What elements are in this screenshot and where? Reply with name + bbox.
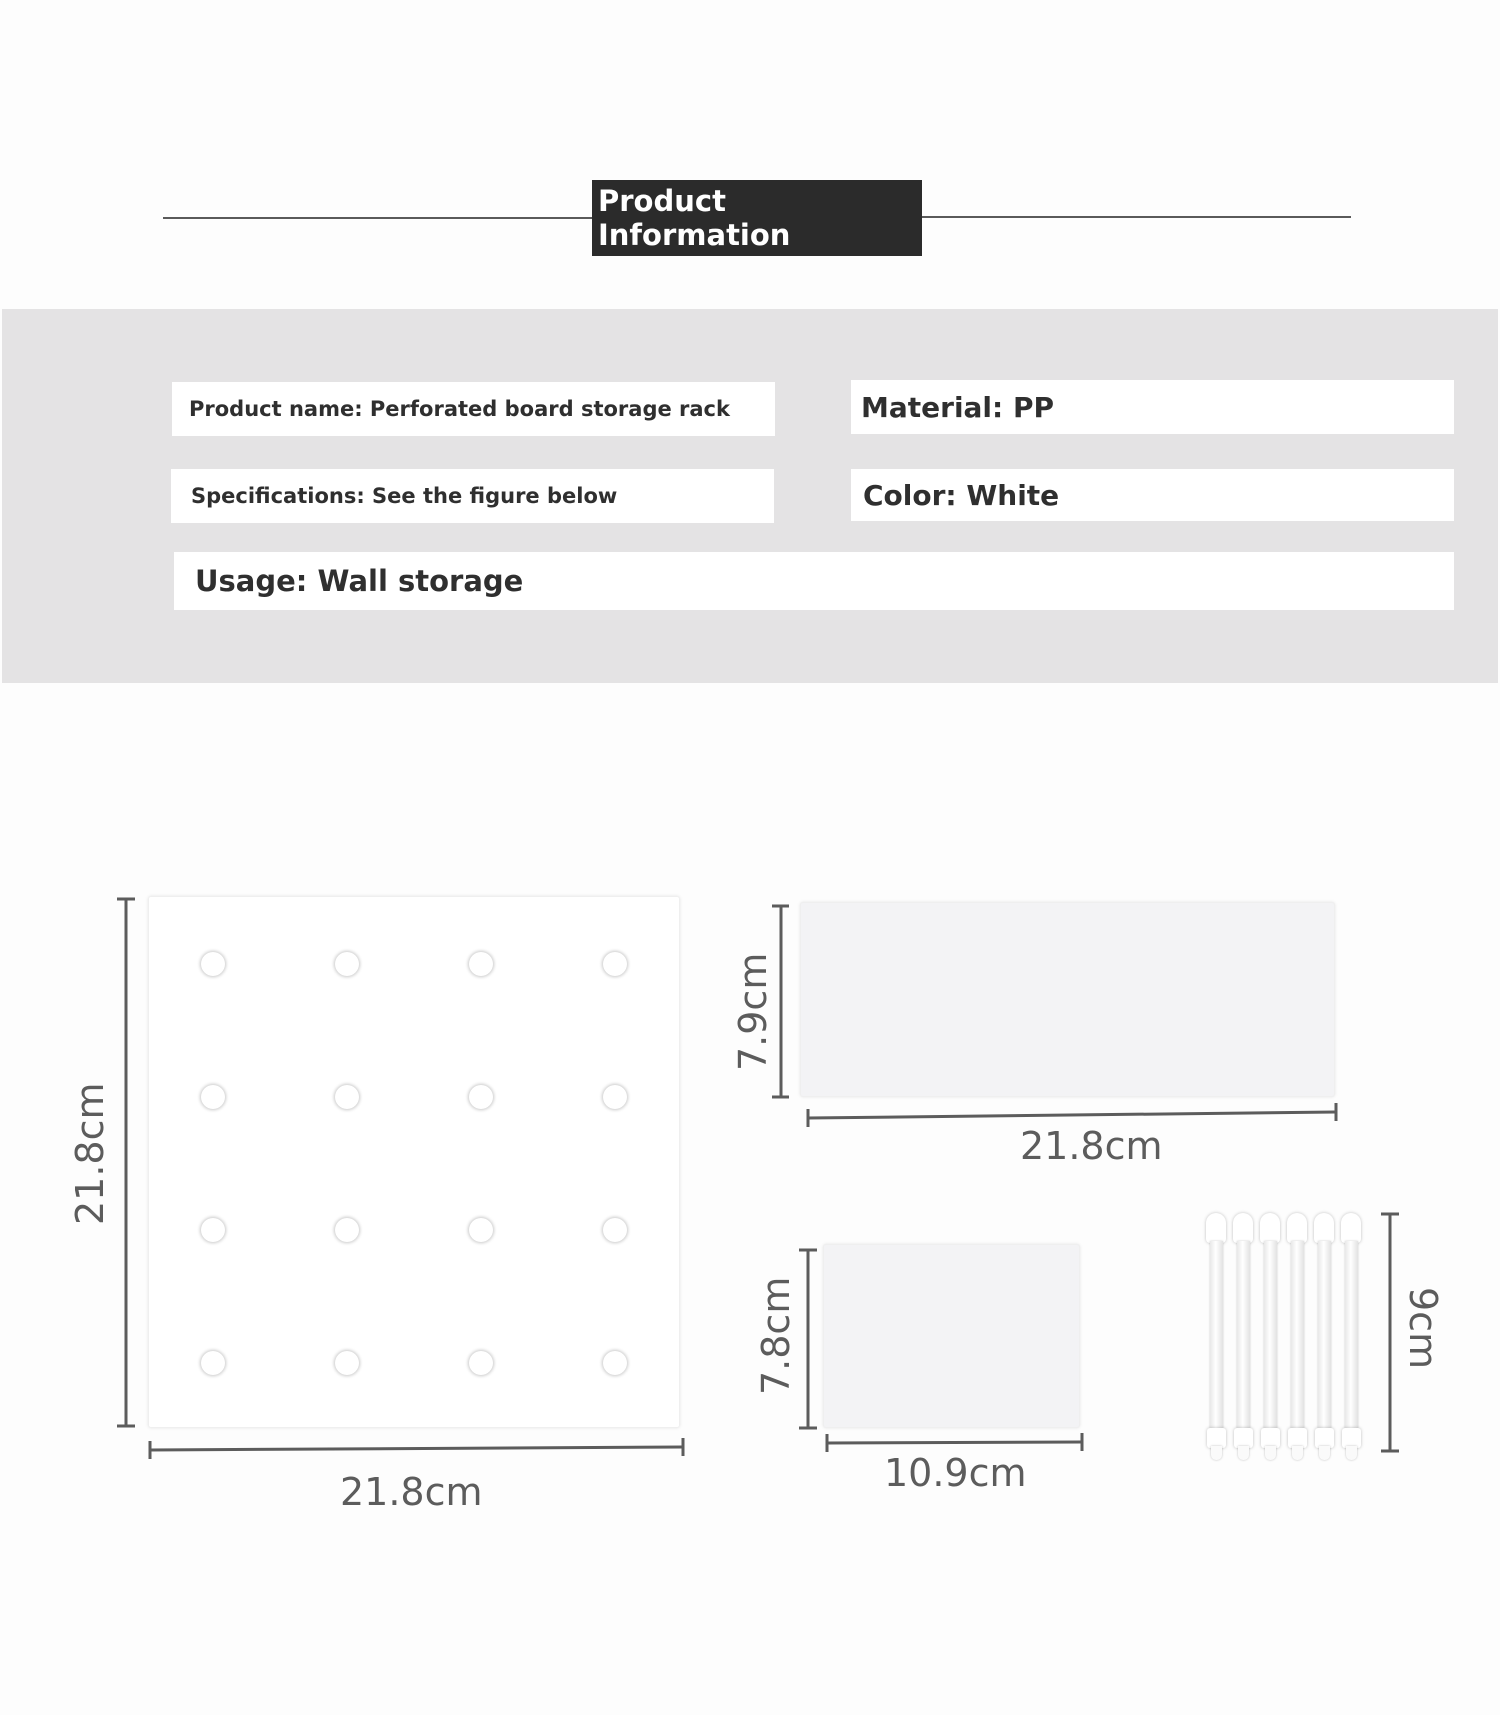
- large-shelf-height-label: 7.9cm: [731, 952, 775, 1071]
- small-shelf-width-label: 10.9cm: [884, 1451, 1027, 1495]
- material-text: Material: PP: [861, 390, 1055, 424]
- section-title: Product Information: [592, 180, 922, 256]
- usage-text: Usage: Wall storage: [195, 564, 524, 598]
- pegs-length-label: 9cm: [1401, 1287, 1445, 1370]
- pegboard-height-label: 21.8cm: [68, 1082, 112, 1225]
- specifications-text: Specifications: See the figure below: [191, 484, 618, 508]
- large-shelf-width-label: 21.8cm: [1020, 1124, 1163, 1168]
- small-shelf-height-label: 7.8cm: [754, 1276, 798, 1395]
- color-text: Color: White: [863, 478, 1060, 512]
- pegboard-width-label: 21.8cm: [340, 1470, 483, 1514]
- product-name-text: Product name: Perforated board storage rack: [189, 397, 730, 421]
